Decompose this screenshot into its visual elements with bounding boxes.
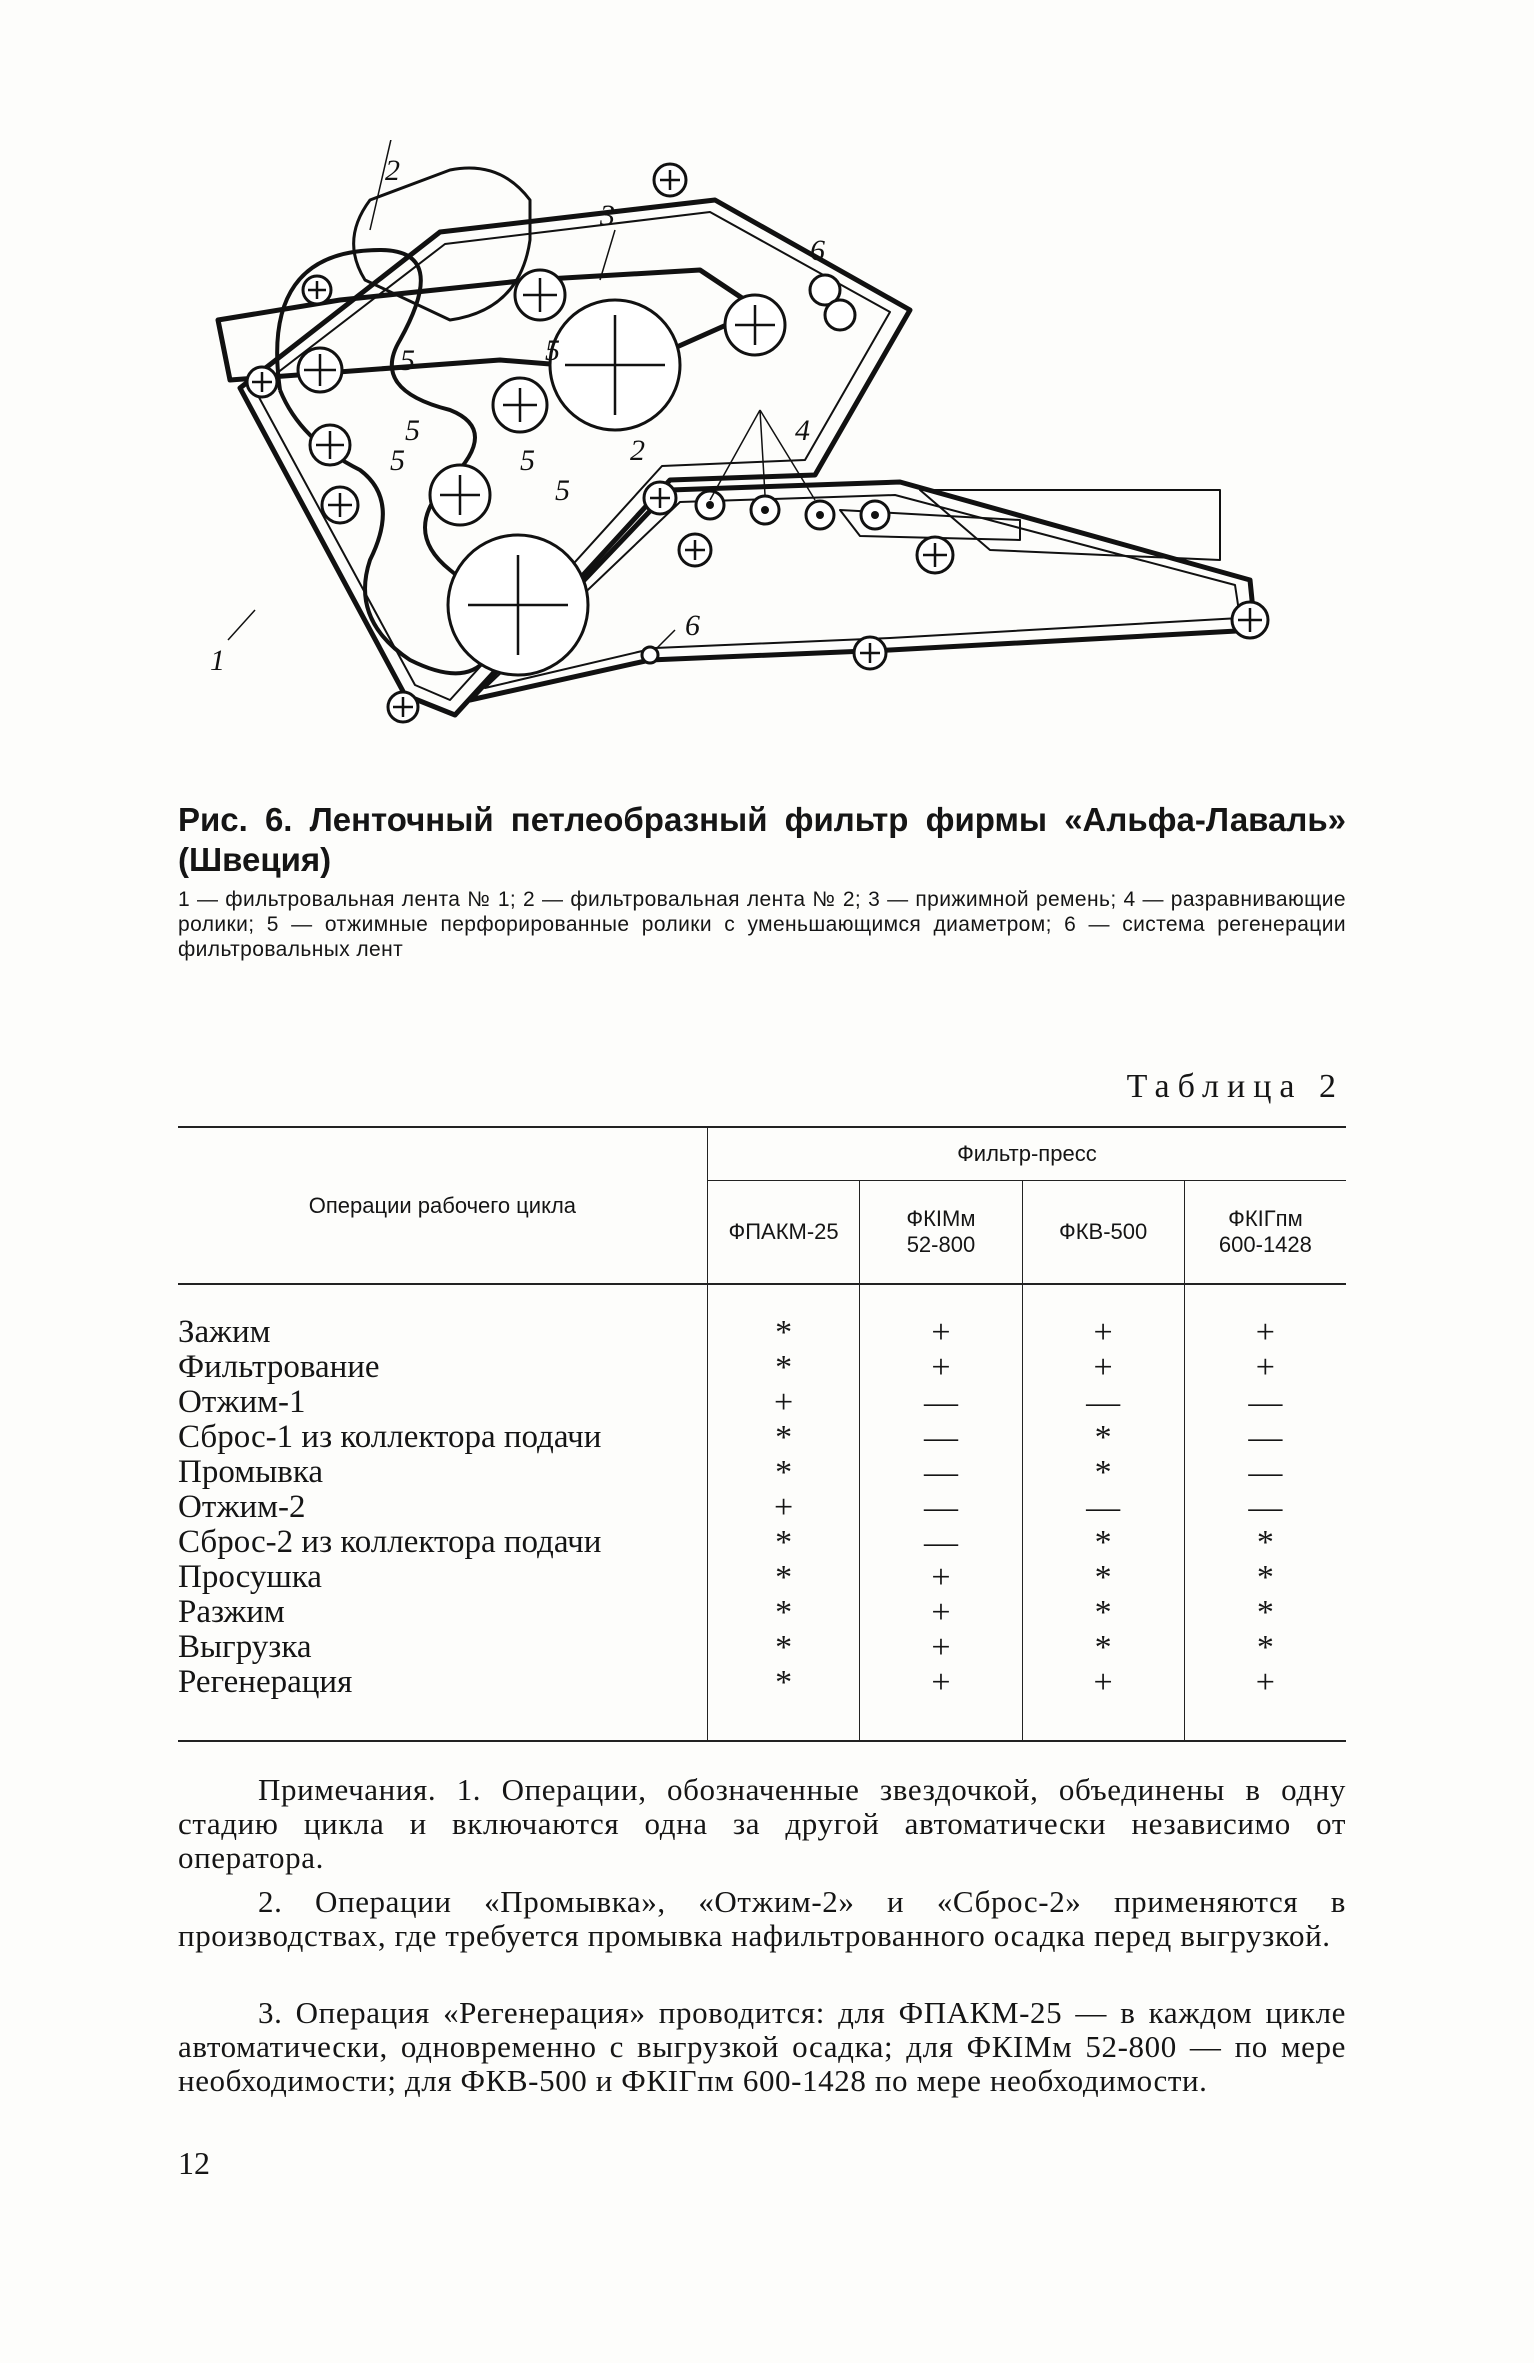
page-number: 12 [178, 2145, 210, 2181]
operation-mark: + [860, 1665, 1022, 1741]
operation-mark: * [1184, 1595, 1346, 1630]
operation-mark: * [707, 1284, 860, 1350]
operation-name: Просушка [178, 1559, 322, 1595]
operation-mark: — [1184, 1490, 1346, 1525]
operation-mark: — [1184, 1455, 1346, 1490]
table-row [178, 1350, 1346, 1385]
roller [825, 300, 855, 330]
operation-mark: — [860, 1420, 1022, 1455]
col-header: ФПАКМ-25 [707, 1181, 860, 1285]
table-row [178, 1420, 1346, 1455]
figure-label: 5 [545, 334, 560, 367]
table-row [178, 1385, 1346, 1420]
operation-mark: * [707, 1350, 860, 1385]
operation-name: Регенерация [178, 1664, 353, 1700]
row-header: Операции рабочего цикла [178, 1127, 707, 1284]
figure-label: 1 [210, 644, 225, 677]
operation-mark: * [1022, 1630, 1184, 1665]
operation-mark: + [707, 1490, 860, 1525]
figure-label: 2 [385, 154, 400, 187]
table-title: Таблица 2 [1126, 1068, 1344, 1105]
note-1: Примечания. 1. Операции, обозначенные звездочкой, объединены в одну стадию цикла и включаются одна за другой автоматически независимо от оператора. [178, 1772, 1346, 1875]
table-row [178, 1560, 1346, 1595]
operation-mark: — [1022, 1385, 1184, 1420]
figure-label: 5 [405, 414, 420, 447]
operation-mark: * [707, 1595, 860, 1630]
operation-mark: + [860, 1595, 1022, 1630]
operation-mark: * [1022, 1595, 1184, 1630]
figure-label: 5 [555, 474, 570, 507]
note-3: 3. Операция «Регенерация» проводится: для ФПАКМ-25 — в каждом цикле автоматически, одновременно с выгрузкой осадка; для ФКIМм 52-800 — по мере необходимости; для ФКВ-500 и ФКIГпм 600-1428 по мере необходимости. [178, 1995, 1346, 2098]
operation-mark: + [1184, 1665, 1346, 1741]
operation-mark: — [860, 1385, 1022, 1420]
operation-mark: * [1022, 1560, 1184, 1595]
operation-mark: + [1184, 1284, 1346, 1350]
figure-caption-title: Рис. 6. Ленточный петлеобразный фильтр фирмы «Альфа-Лаваль» (Швеция) [178, 801, 1346, 878]
operation-name: Промывка [178, 1454, 324, 1490]
col-header: ФКIГпм 600-1428 [1184, 1181, 1346, 1285]
operation-name: Зажим [178, 1314, 271, 1350]
table-row [178, 1630, 1346, 1665]
operation-name: Отжим-1 [178, 1384, 306, 1420]
operation-mark: — [860, 1455, 1022, 1490]
operation-mark: * [1022, 1420, 1184, 1455]
operation-name: Сброс-1 из коллектора подачи [178, 1419, 602, 1455]
figure-label: 4 [795, 414, 810, 447]
table-row [178, 1595, 1346, 1630]
operation-mark: + [1022, 1665, 1184, 1741]
operation-mark: * [1022, 1455, 1184, 1490]
table-row [178, 1284, 1346, 1350]
operation-mark: — [860, 1490, 1022, 1525]
operation-mark: + [1022, 1350, 1184, 1385]
operation-mark: + [860, 1350, 1022, 1385]
operation-mark: + [1184, 1350, 1346, 1385]
operation-mark: * [707, 1665, 860, 1741]
table-row [178, 1665, 1346, 1741]
table-row [178, 1525, 1346, 1560]
figure-label: 5 [400, 344, 415, 377]
operation-mark: + [707, 1385, 860, 1420]
operation-mark: * [707, 1630, 860, 1665]
operation-mark: * [707, 1560, 860, 1595]
note-2: 2. Операции «Промывка», «Отжим-2» и «Сброс-2» применяются в производствах, где требуется промывка нафильтрованного осадка перед выгрузкой. [178, 1884, 1346, 1953]
figure-label: 2 [630, 434, 645, 467]
operation-mark: + [1022, 1284, 1184, 1350]
operation-mark: — [1184, 1420, 1346, 1455]
operation-name: Выгрузка [178, 1629, 312, 1665]
operation-mark: * [707, 1420, 860, 1455]
operation-mark: * [1184, 1560, 1346, 1595]
operation-mark: + [860, 1630, 1022, 1665]
col-header: ФКВ-500 [1022, 1181, 1184, 1285]
table-row [178, 1490, 1346, 1525]
figure-label: 5 [390, 444, 405, 477]
figure-label: 3 [600, 199, 615, 232]
figure-label: 6 [685, 609, 700, 642]
operation-name: Отжим-2 [178, 1489, 306, 1525]
operation-mark: * [707, 1525, 860, 1560]
operation-mark: * [1184, 1525, 1346, 1560]
operation-mark: — [860, 1525, 1022, 1560]
operation-mark: * [707, 1455, 860, 1490]
operation-mark: — [1184, 1385, 1346, 1420]
figure-legend: 1 — фильтровальная лента № 1; 2 — фильтровальная лента № 2; 3 — прижимной ремень; 4 — разравнивающие ролики; 5 — отжимные перфорированные ролики с уменьшающимся диаметром; 6 — система регенерации фильтровальных лент [178, 888, 1346, 961]
col-header: ФКIМм 52-800 [860, 1181, 1022, 1285]
operations-table [178, 1126, 1346, 1742]
filter-diagram [200, 140, 1310, 760]
operation-name: Сброс-2 из коллектора подачи [178, 1524, 602, 1560]
table-row [178, 1455, 1346, 1490]
operation-mark: — [1022, 1490, 1184, 1525]
operation-mark: + [860, 1284, 1022, 1350]
figure-label: 6 [810, 234, 825, 267]
operation-mark: * [1184, 1630, 1346, 1665]
operation-mark: + [860, 1560, 1022, 1595]
operation-mark: * [1022, 1525, 1184, 1560]
operation-name: Разжим [178, 1594, 285, 1630]
operation-name: Фильтрование [178, 1349, 380, 1385]
group-header: Фильтр-пресс [707, 1127, 1346, 1181]
table-body [178, 1284, 1346, 1741]
figure-label: 5 [520, 444, 535, 477]
